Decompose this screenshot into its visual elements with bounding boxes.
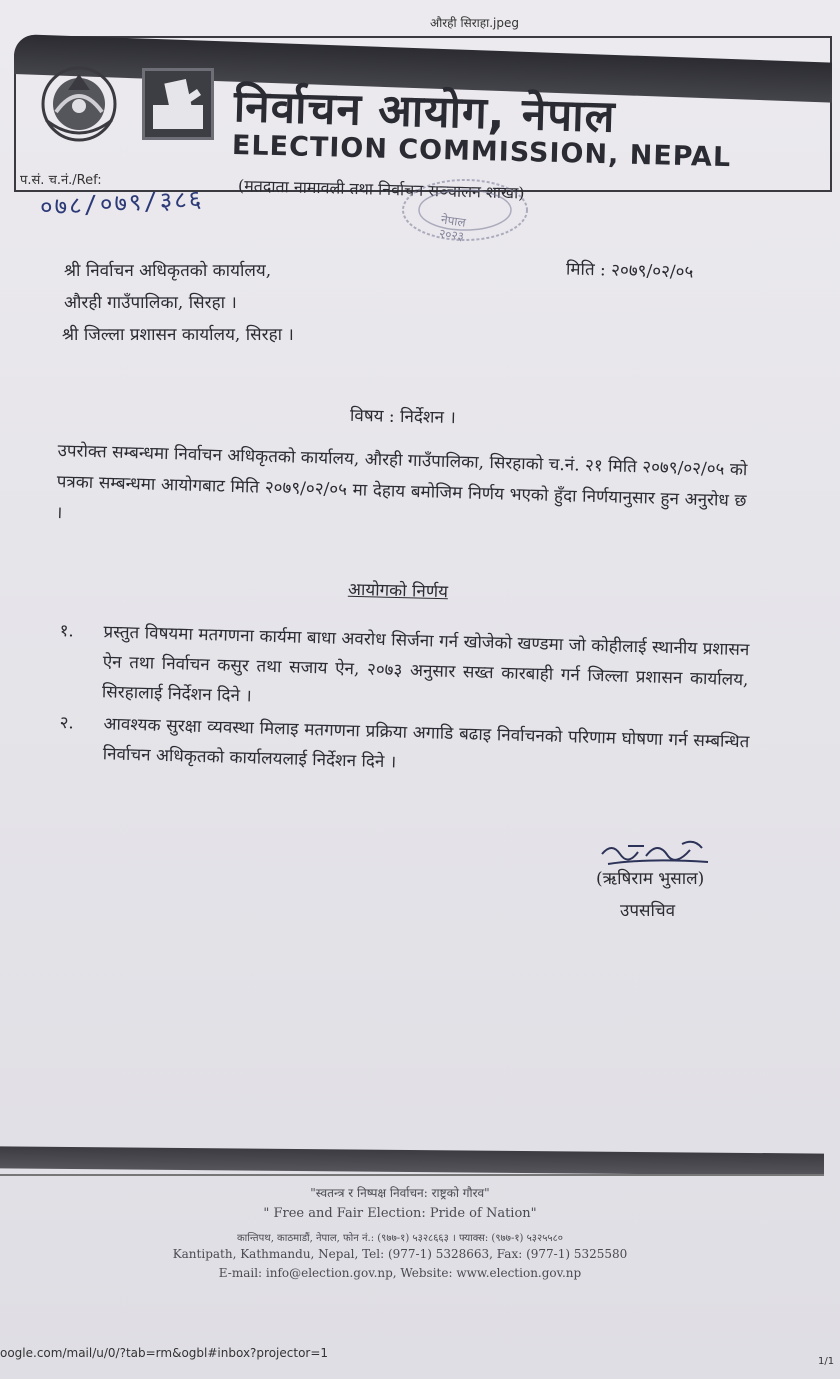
body-paragraph: उपरोक्त सम्बन्धमा निर्वाचन अधिकृतको कार्यालय, औरही गाउँपालिका, सिरहाको च.नं. २१ मिति २०७९/०२/०५ को पत्रका सम्बन्धमा आयोगबाट मिति २०७९/०२/०५ मा देहाय बमोजिम निर्णय भएको हुँदा निर्णयानुसार हुन अनुरोध छ ।	[55, 440, 748, 524]
footer-divider	[0, 1174, 824, 1176]
addressee-line: औरही गाउँपालिका, सिरहा ।	[64, 293, 237, 313]
commission-title-english: ELECTION COMMISSION, NEPAL	[231, 130, 732, 174]
commission-title-nepali: निर्वाचन आयोग, नेपाल	[233, 81, 617, 143]
addressee-line: श्री निर्वाचन अधिकृतको कार्यालय,	[64, 261, 272, 281]
signatory-name: (ऋषिराम भुसाल)	[596, 869, 705, 889]
stamp-line: २०२३	[438, 226, 465, 244]
footer-address-english: Kantipath, Kathmandu, Nepal, Tel: (977-1) 5328663, Fax: (977-1) 5325580	[172, 1247, 628, 1261]
decision-number: १.	[59, 620, 75, 642]
ballot-box-logo-icon	[142, 68, 214, 140]
section-name: (मतदाता नामावली तथा निर्वाचन सञ्चालन शाखा)	[237, 176, 525, 203]
subject-line: विषय : निर्देशन ।	[349, 405, 456, 429]
stamp-line: नेपाल	[440, 212, 467, 230]
footer-contact: E-mail: info@election.gov.np, Website: www.election.gov.np	[218, 1266, 582, 1280]
nepal-emblem-icon	[34, 60, 124, 144]
footer-slogan-nepali: "स्वतन्त्र र निष्पक्ष निर्वाचन: राष्ट्रको गौरव"	[310, 1186, 490, 1200]
file-name-label: औरही सिराहा.jpeg	[430, 16, 519, 30]
page-count: 1/1	[818, 1356, 835, 1367]
office-stamp-icon	[390, 168, 540, 248]
footer-slogan-english: " Free and Fair Election: Pride of Nation"	[263, 1206, 537, 1221]
footer-address-nepali: कान्तिपथ, काठमाडौं, नेपाल, फोन नं.: (९७७-१) ५३२८६६३ । फ्याक्स: (९७७-१) ५३२५५८०	[236, 1233, 563, 1244]
addressee-line: श्री जिल्ला प्रशासन कार्यालय, सिरहा ।	[62, 325, 294, 345]
decision-heading: आयोगको निर्णय	[347, 579, 449, 603]
reference-number-handwritten: ०७८/०७९/३८६	[39, 184, 204, 222]
decision-text: आवश्यक सुरक्षा व्यवस्था मिलाइ मतगणना प्रक्रिया अगाडि बढाइ निर्वाचनको परिणाम घोषणा गर्न सम्बन्धित निर्वाचन अधिकृतको कार्यालयलाई निर्देशन दिने ।	[102, 714, 750, 773]
decision-item	[57, 616, 749, 725]
browser-url: oogle.com/mail/u/0/?tab=rm&ogbl#inbox?projector=1	[0, 1346, 329, 1360]
letter-date: मिति : २०७९/०२/०५	[565, 259, 694, 283]
decision-text: प्रस्तुत विषयमा मतगणना कार्यमा बाधा अवरोध सिर्जना गर्न खोजेको खण्डमा जो कोहीलाई स्थानीय प्रशासन ऐन तथा निर्वाचन कसुर तथा सजाय ऐन, २०७३ अनुसार सख्त कारबाही गर्न जिल्ला प्रशासन कार्यालय, सिरहालाई निर्देशन दिने ।	[101, 622, 750, 707]
signatory-title: उपसचिव	[620, 901, 676, 921]
decision-number: २.	[59, 712, 75, 734]
reference-label: प.सं. च.नं./Ref:	[20, 173, 102, 188]
stamp-text	[438, 212, 467, 243]
